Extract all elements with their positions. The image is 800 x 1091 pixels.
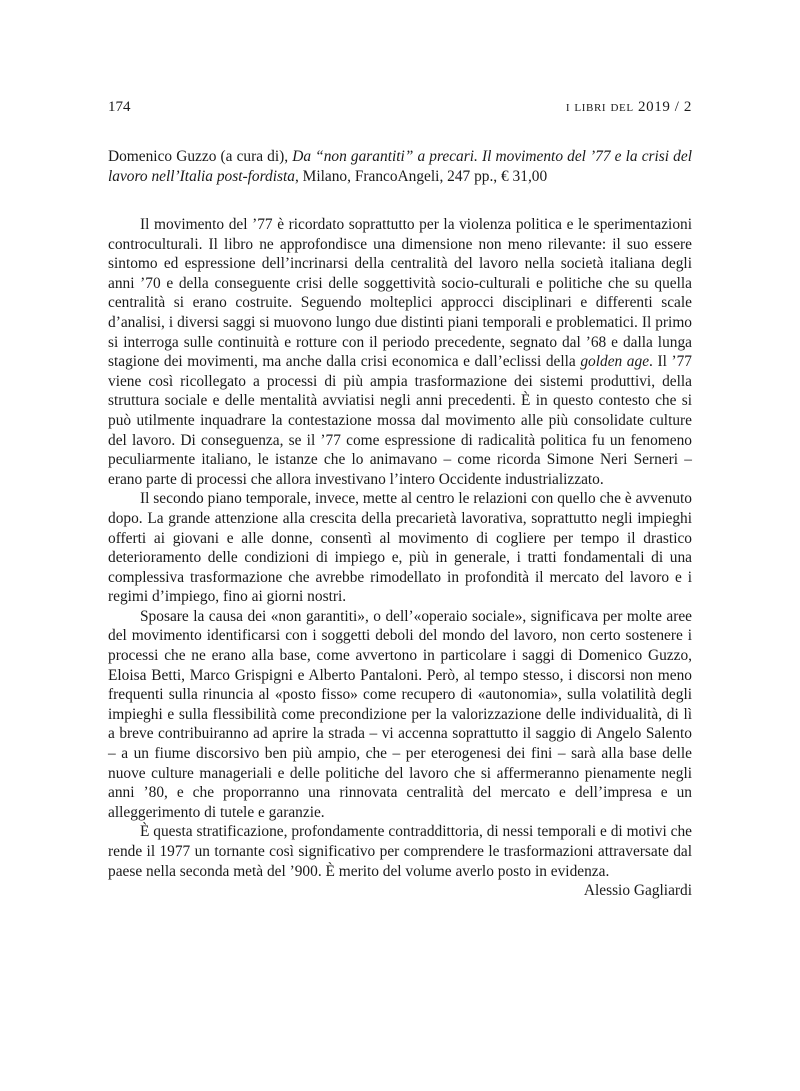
- citation-title: Da “non garantiti” a precari. Il movimento del ’77 e la crisi del lavoro nell’Italia post-fordista: [108, 148, 692, 185]
- paragraph-3: Sposare la causa dei «non garantiti», o dell’«operaio sociale», significava per molte aree del movimento identificarsi con i soggetti deboli del mondo del lavoro, non certo sostenere i processi che ne erano alla base, come avvertono in particolare i saggi di Domenico Guzzo, Eloisa Betti, Marco Grispigni e Alberto Pantaloni. Però, al tempo stesso, i discorsi non meno frequenti sulla rinuncia al «posto fisso» come recupero di «autonomia», sulla volatilità degli impieghi e sulla flessibilità come precondizione per la valorizzazione delle individualità, di lì a breve contribuiranno ad aprire la strada – vi accenna soprattutto il saggio di Angelo Salento – a un fiume discorsivo ben più ampio, che – per eterogenesi dei fini – sarà alla base delle nuove culture manageriali e delle politiche del lavoro che si affermeranno pienamente negli anni ’80, e che proporranno una rinnovata centralità del mercato e dell’impresa e un alleggerimento di tutele e garanzie.: [108, 607, 692, 821]
- reviewer-signature: Alessio Gagliardi: [583, 882, 692, 900]
- page-number: 174: [108, 99, 131, 115]
- journal-section-title: i libri del 2019 / 2: [565, 99, 692, 115]
- citation-editor: Domenico Guzzo (a cura di),: [108, 148, 293, 165]
- paragraph-2: Il secondo piano temporale, invece, mette al centro le relazioni con quello che è avvenuto dopo. La grande attenzione alla crescita della precarietà lavorativa, soprattutto negli impieghi offerti ai giovani e alle donne, consentì al movimento di cogliere per tempo il drastico deterioramento delle condizioni di impiego e, più in generale, i tratti fondamentali di una complessiva trasformazione che avrebbe rimodellato in profondità il mercato del lavoro e i regimi d’impiego, fino ai giorni nostri.: [108, 490, 692, 606]
- paragraph-4: È questa stratificazione, profondamente contraddittoria, di nessi temporali e di motivi che rende il 1977 un tornante così significativo per comprendere le trasformazioni attraversate dal paese nella seconda metà del ’900. È merito del volume averlo posto in evidenza.: [108, 823, 692, 880]
- paragraph-1-part-a: Il movimento del ’77 è ricordato soprattutto per la violenza politica e le sperimentazioni controculturali. Il libro ne approfondisce una dimensione non meno rilevante: il suo essere sintomo ed espressione dell’incrinarsi della centralità del lavoro nella società italiana degli anni ’70 e della conseguente crisi delle soggettività socio-culturali e politiche che su quella centralità si erano costruite. Seguendo molteplici approcci disciplinari e differenti scale d’analisi, i diversi saggi si muovono lungo due distinti piani temporali e problematici. Il primo si interroga sulle continuità e rotture con il periodo precedente, segnato dal ’68 e dalla lunga stagione dei movimenti, ma anche dalla crisi economica e dall’eclissi della: [108, 216, 692, 371]
- citation-publisher: , Milano, FrancoAngeli, 247 pp., € 31,00: [294, 167, 548, 185]
- running-header: [108, 97, 692, 117]
- page: [108, 0, 692, 1091]
- paragraph-1: [108, 215, 692, 489]
- paragraph-1-part-b: . Il ’77 viene così ricollegato a processi di più ampia trasformazione dei sistemi produttivi, della struttura sociale e delle mentalità avviatisi negli anni precedenti. È in questo contesto che si può utilmente inquadrare la contestazione mossa dal movimento alle più consolidate culture del lavoro. Di conseguenza, se il ’77 come espressione di radicalità politica fu un fenomeno peculiarmente italiano, le istanze che lo animavano – come ricorda Simone Neri Serneri – erano parte di processi che allora investivano l’intero Occidente industrializzato.: [108, 353, 692, 488]
- paragraph-1-italic-term: golden age: [580, 353, 650, 371]
- review-body: [108, 215, 692, 901]
- book-citation: [108, 147, 692, 186]
